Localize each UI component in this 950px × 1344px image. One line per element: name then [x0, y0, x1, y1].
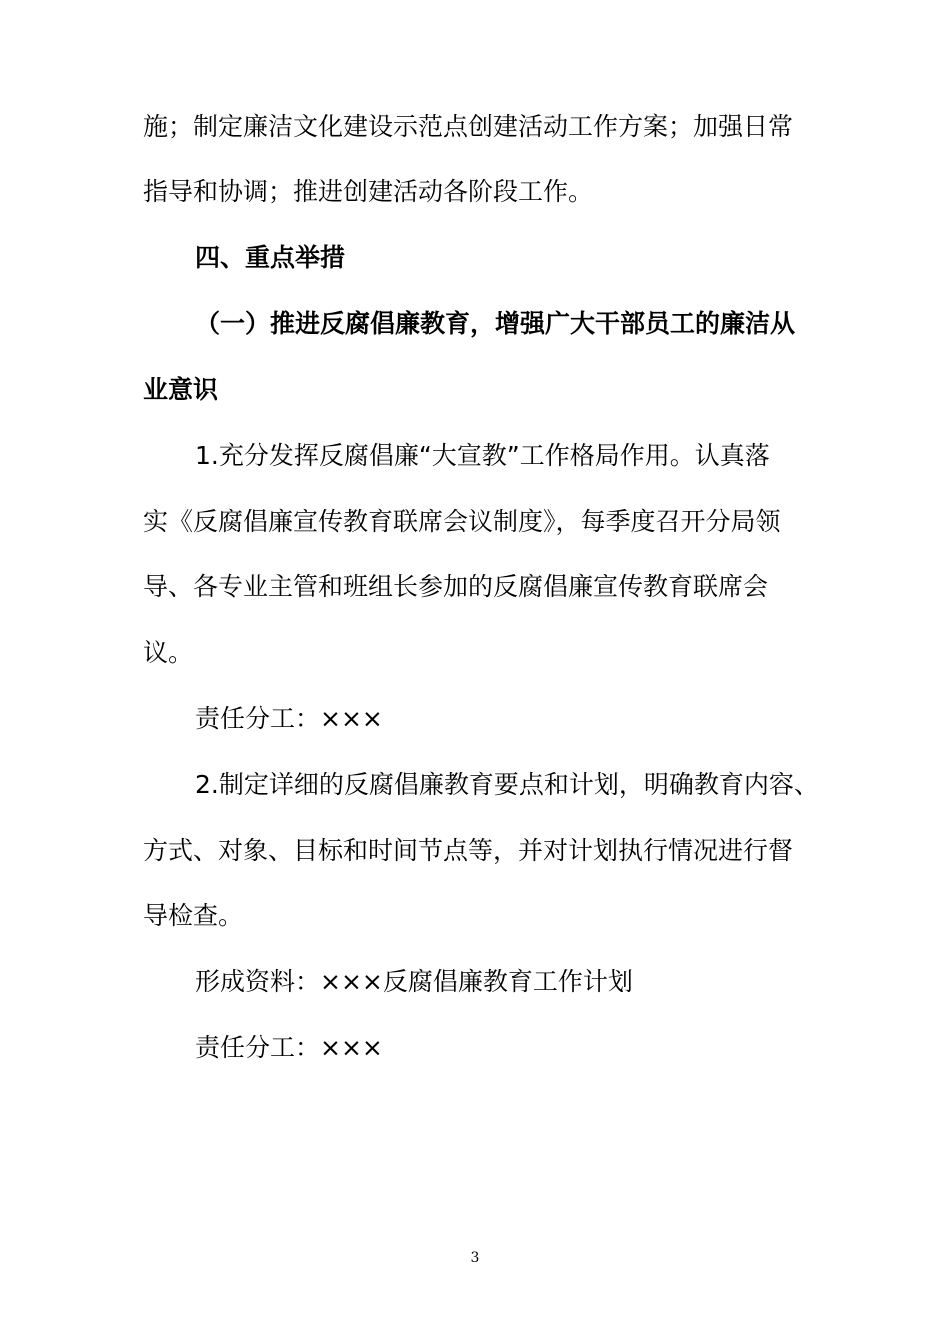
item-2-line-2: 方式、对象、目标和时间节点等，并对计划执行情况进行督 — [143, 836, 794, 865]
subsection-heading-line-2: 业意识 — [143, 375, 219, 404]
paragraph-line-1: 施；制定廉洁文化建设示范点创建活动工作方案；加强日常 — [143, 112, 794, 141]
item-2-line-3: 导检查。 — [143, 901, 244, 930]
item-1-line-2: 实《反腐倡廉宣传教育联席会议制度》，每季度召开分局领 — [143, 507, 781, 536]
section-heading: 四、重点举措 — [195, 243, 346, 272]
subsection-heading-line-1: （一）推进反腐倡廉教育，增强广大干部员工的廉洁从 — [195, 309, 796, 338]
item-1-line-1: 1.充分发挥反腐倡廉“大宣教”工作格局作用。认真落 — [195, 441, 770, 470]
item-1-line-4: 议。 — [143, 638, 194, 667]
item-2-materials: 形成资料：×××反腐倡廉教育工作计划 — [195, 967, 633, 996]
paragraph-line-2: 指导和协调；推进创建活动各阶段工作。 — [143, 177, 594, 206]
page-number: 3 — [470, 1250, 480, 1266]
item-1-line-3: 导、各专业主管和班组长参加的反腐倡廉宣传教育联席会 — [143, 572, 769, 601]
item-2-responsibility: 责任分工：××× — [195, 1033, 383, 1062]
item-2-line-1: 2.制定详细的反腐倡廉教育要点和计划，明确教育内容、 — [195, 770, 819, 799]
item-1-responsibility: 责任分工：××× — [195, 704, 383, 733]
